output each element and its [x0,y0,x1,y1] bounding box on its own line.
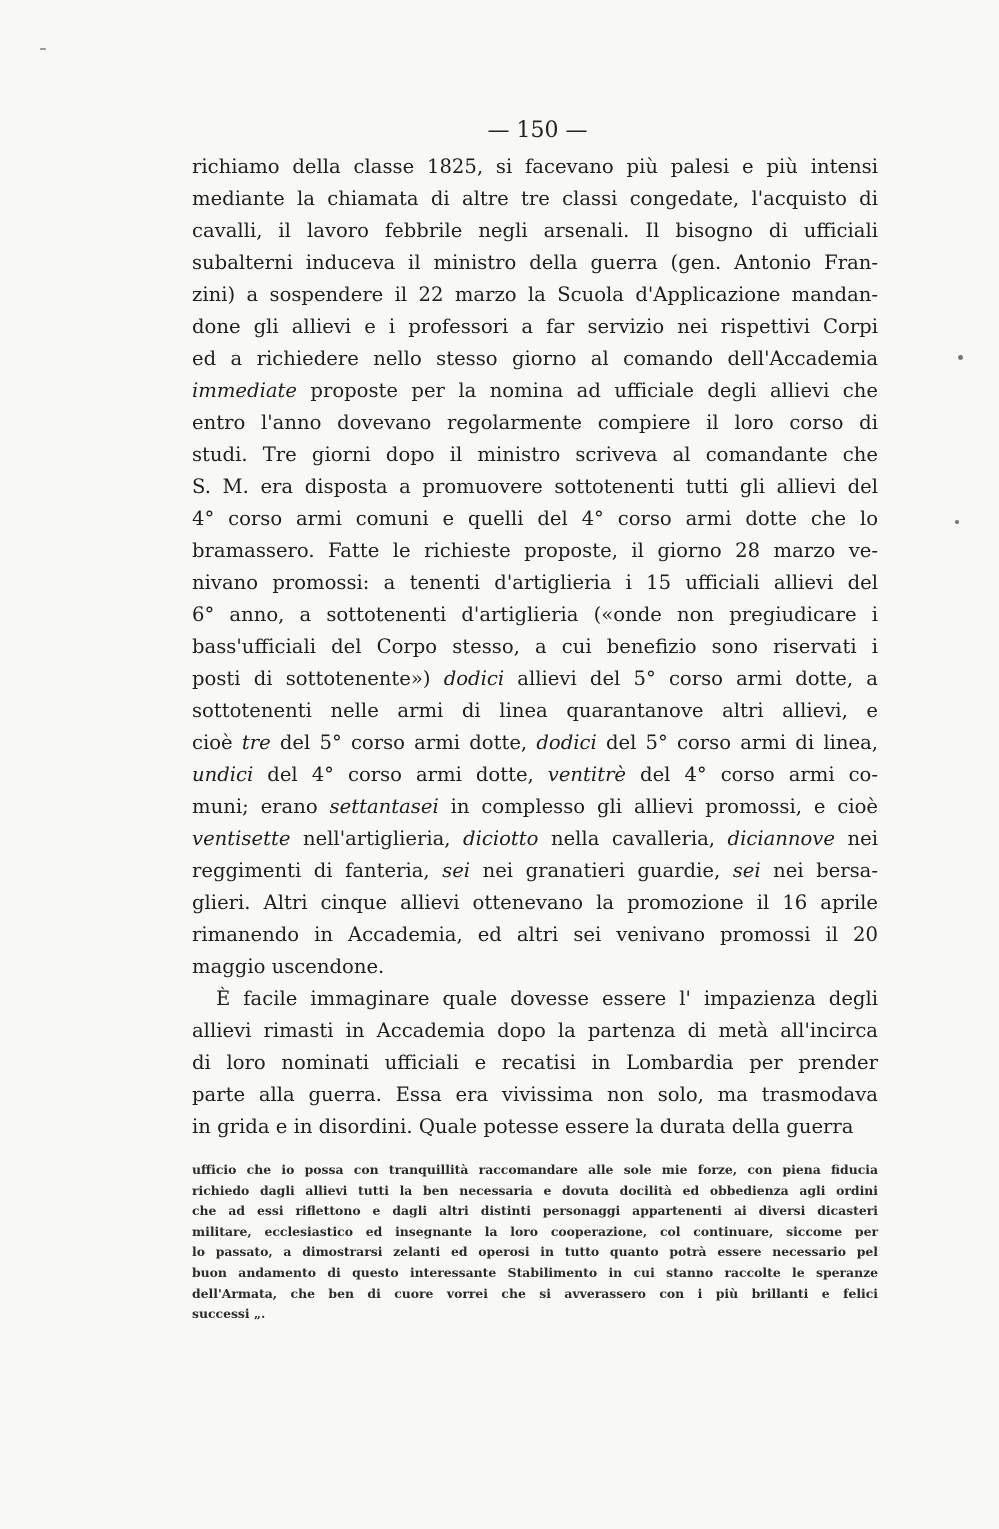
text-segment: posti di sottotenente») [192,667,444,690]
text-line [192,887,878,919]
italic-segment: sei [442,859,471,882]
text-line [192,983,878,1015]
text-line [192,407,878,439]
text-line [192,663,878,695]
text-line [192,951,878,983]
italic-segment: sei [732,859,761,882]
text-segment: subalterni induceva il ministro della guerra (gen. Antonio Fran- [192,251,878,274]
text-segment: ed a richiedere nello stesso giorno al comando dell'Accademia [192,347,878,370]
text-segment: parte alla guerra. Essa era vivissima non solo, ma trasmodava [192,1083,878,1106]
italic-segment: settantasei [329,795,439,818]
text-segment: nivano promossi: a tenenti d'artiglieria i 15 ufficiali allievi del [192,571,878,594]
footnote-line: lo passato, a dimostrarsi zelanti ed operosi in tutto quanto potrà essere necessario pel [192,1244,878,1260]
text-line [192,215,878,247]
text-line [192,1079,878,1111]
text-segment: bramassero. Fatte le richieste proposte, il giorno 28 marzo ve- [192,539,878,562]
text-line [192,919,878,951]
text-line [192,1015,878,1047]
text-line [192,791,878,823]
text-segment: glieri. Altri cinque allievi ottenevano la promozione il 16 aprile [192,891,878,914]
footnote-line: buon andamento di questo interessante Stabilimento in cui stanno raccolte le speranze [192,1264,878,1280]
text-line [192,503,878,535]
paper-speck [40,48,46,50]
page-number: — 150 — [487,118,588,143]
text-segment: 4° corso armi comuni e quelli del 4° corso armi dotte che lo [192,507,878,530]
footnote-line: militare, ecclesiastico ed insegnante la loro cooperazione, col continuare, siccome per [192,1223,878,1239]
text-line [192,599,878,631]
text-segment: maggio uscendone. [192,955,385,978]
text-line [192,471,878,503]
text-segment: S. M. era disposta a promuovere sottotenenti tutti gli allievi del [192,475,878,498]
footnote-line: successi „. [192,1306,266,1322]
italic-segment: undici [192,763,254,786]
footnote-line: richiedo dagli allievi tutti la ben necessaria e dovuta docilità ed obbedienza agli ordini [192,1182,878,1198]
text-line [192,375,878,407]
text-segment: richiamo della classe 1825, si facevano più palesi e più intensi [192,155,878,178]
text-segment: È facile immaginare quale dovesse essere l' impazienza degli [216,987,878,1010]
italic-segment: diciannove [727,827,835,850]
text-segment: rimanendo in Accademia, ed altri sei venivano promossi il 20 [192,923,878,946]
text-line [192,247,878,279]
text-segment: muni; erano [192,795,330,818]
text-segment: proposte per la nomina ad ufficiale degli allievi che [296,379,878,402]
text-segment: done gli allievi e i professori a far servizio nei rispettivi Corpi [192,315,878,338]
italic-segment: tre [241,731,271,754]
italic-segment: immediate [192,379,297,402]
paper-speck [958,355,963,360]
text-segment: zini) a sospendere il 22 marzo la Scuola d'Applicazione mandan- [192,283,878,306]
text-segment: reggimenti di fanteria, [192,859,443,882]
main-text [192,151,878,1143]
text-line [192,1111,878,1143]
footnote-line: che ad essi riflettono e dagli altri distinti personaggi appartenenti ai diversi dicasteri [192,1203,878,1219]
text-segment: cioè [192,731,242,754]
text-line [192,311,878,343]
text-segment: nei granatieri guardie, [470,859,733,882]
text-line [192,727,878,759]
text-segment: allievi del 5° corso armi dotte, a [504,667,878,690]
text-segment: nei [834,827,878,850]
text-segment: nella cavalleria, [538,827,728,850]
text-segment: sottotenenti nelle armi di linea quarantanove altri allievi, e [192,699,878,722]
text-segment: bass'ufficiali del Corpo stesso, a cui benefizio sono riservati i [192,635,878,658]
text-segment: in grida e in disordini. Quale potesse essere la durata della guerra [192,1115,854,1138]
text-line [192,567,878,599]
text-segment: del 4° corso armi dotte, [253,763,548,786]
text-segment: mediante la chiamata di altre tre classi congedate, l'acquisto di [192,187,878,210]
text-segment: nell'artiglieria, [290,827,464,850]
text-line [192,279,878,311]
text-line [192,823,878,855]
italic-segment: dodici [536,731,597,754]
text-segment: 6° anno, a sottotenenti d'artiglieria («onde non pregiudicare i [192,603,878,626]
italic-segment: ventitrè [547,763,627,786]
text-line [192,695,878,727]
paper-speck [955,520,959,524]
footnote-line: dell'Armata, che ben di cuore vorrei che si avverassero con i più brillanti e felici [192,1285,878,1301]
text-segment: nei bersa- [760,859,878,882]
text-line [192,855,878,887]
text-line [192,439,878,471]
footnote-line: ufficio che io possa con tranquillità raccomandare alle sole mie forze, con piena fiducia [192,1162,878,1177]
text-segment: di loro nominati ufficiali e recatisi in Lombardia per prender [192,1051,878,1074]
text-line [192,759,878,791]
text-segment: entro l'anno dovevano regolarmente compiere il loro corso di [192,411,878,434]
text-segment: cavalli, il lavoro febbrile negli arsenali. Il bisogno di ufficiali [192,219,878,242]
text-segment: del 5° corso armi dotte, [270,731,537,754]
text-segment: studi. Tre giorni dopo il ministro scriveva al comandante che [192,443,878,466]
text-line [192,343,878,375]
text-line [192,151,878,183]
text-segment: del 5° corso armi di linea, [596,731,878,754]
italic-segment: ventisette [192,827,291,850]
italic-segment: diciotto [463,827,539,850]
italic-segment: dodici [443,667,505,690]
text-segment: allievi rimasti in Accademia dopo la partenza di metà all'incirca [192,1019,878,1042]
text-segment: in complesso gli allievi promossi, e cioè [438,795,878,818]
footnote [192,1160,878,1325]
text-line [192,535,878,567]
text-line [192,183,878,215]
text-line [192,631,878,663]
text-line [192,1047,878,1079]
text-segment: del 4° corso armi co- [626,763,878,786]
